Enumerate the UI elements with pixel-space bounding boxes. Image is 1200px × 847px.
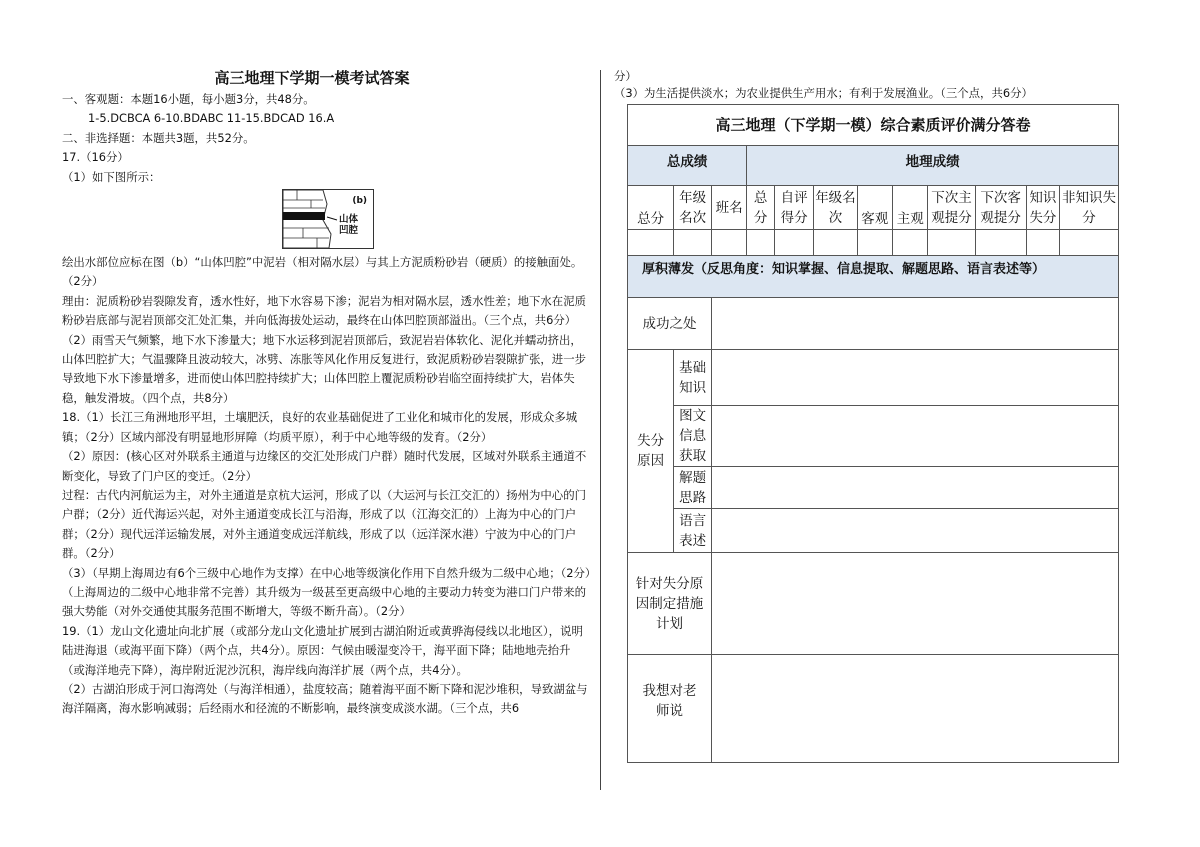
loss-info-extraction-field[interactable] xyxy=(711,406,1118,467)
col-subjective: 主观 xyxy=(893,186,928,230)
col-next-subjective: 下次主观提分 xyxy=(928,186,975,230)
rock-layer-figure xyxy=(282,189,374,249)
success-label: 成功之处 xyxy=(628,298,712,350)
reflection-heading: 厚积薄发（反思角度：知识掌握、信息提取、解题思路、语言表述等） xyxy=(628,256,1119,298)
loss-language-expression-field[interactable] xyxy=(711,509,1118,553)
col-grade-rank: 年级名次 xyxy=(674,186,712,230)
q18-2-process: 过程：古代内河航运为主，对外主通道是京杭大运河，形成了以（大运河与长江交汇的）扬州为中心的门户群；（2分）近代海运兴起，对外主通道变成长江与沿海，形成了以（江海交汇的）上海为中心的门户群；（2分）现代远洋运输发展，对外主通道变成远洋航线，形成了以（远洋深水港）宁波为中心的门户群。（2分） xyxy=(62,487,586,561)
col-self-score: 自评得分 xyxy=(774,186,813,230)
column-divider xyxy=(600,70,601,790)
q18-2-answer: （2）原因：(核心区对外联系主通道与边缘区的交汇处形成门户群）随时代发展，区域对外联系主通道不断变化，导致了门户区的变迁。（2分） xyxy=(62,449,587,483)
loss-solving-approach-field[interactable] xyxy=(711,467,1118,509)
q19-3-answer: （3）为生活提供淡水；为农业提供生产用水；有利于发展渔业。（三个点，共6分） xyxy=(614,86,1033,100)
q18-3-answer: （3）（早期上海周边有6个三级中心地作为支撑）在中心地等级演化作用下自然升级为二级中心地；（2分）（上海周边的二级中心地非常不完善）其升级为一级甚至更高级中心地的主要动力转变为港口门户带来的强大势能（对外交通使其服务范围不断增大，等级不断升高）。（2分） xyxy=(62,565,591,619)
q17-1-heading: （1）如下图所示： xyxy=(62,169,161,184)
teacher-field[interactable] xyxy=(711,655,1118,763)
score-cell[interactable] xyxy=(628,230,674,256)
score-cell[interactable] xyxy=(1026,230,1059,256)
loss-info-extraction: 图文信息获取 xyxy=(674,406,712,467)
figure-label-cavity: 山体 凹腔 xyxy=(339,214,359,237)
q17-2-answer: （2）雨雪天气频繁，地下水下渗量大；地下水运移到泥岩顶部后，致泥岩岩体软化、泥化并蠕动挤出，山体凹腔扩大；气温骤降且波动较大，冰劈、冻胀等风化作用反复进行，致泥质粉砂岩裂隙扩张，进一步导致地下水下渗量增多，进而使山体凹腔持续扩大；山体凹腔上覆泥质粉砂岩临空面持续扩大，岩体失稳，触发滑坡。（四个点，共8分） xyxy=(62,332,586,405)
loss-language-expression: 语言表述 xyxy=(674,509,712,553)
q19-1-answer: 19.（1）龙山文化遗址向北扩展（或部分龙山文化遗址扩展到古湖泊附近或黄骅海侵线以北地区），说明陆进海退（或海平面下降）（两个点，共4分）。原因：气候由暖湿变冷干，海平面下降；陆地地壳抬升（或海洋地壳下降），海岸附近泥沙沉积，海岸线向海洋扩展（两个点，共4分）。 xyxy=(62,623,583,677)
loss-basic-knowledge-field[interactable] xyxy=(711,350,1118,406)
loss-reason-label: 失分原因 xyxy=(628,350,674,553)
col-class-rank: 班名 xyxy=(711,186,746,230)
teacher-label: 我想对老师说 xyxy=(628,655,712,763)
table-title: 高三地理（下学期一模）综合素质评价满分答卷 xyxy=(628,105,1119,146)
col-knowledge-loss: 知识失分 xyxy=(1026,186,1059,230)
q17-1-reason: 理由：泥质粉砂岩裂隙发育，透水性好，地下水容易下渗；泥岩为相对隔水层，透水性差；地下水在泥质粉砂岩底部与泥岩顶部交汇处汇集，并向低海拔处运动，最终在山体凹腔顶部溢出。（三个点，共6分） xyxy=(62,293,586,328)
plan-label: 针对失分原因制定措施计划 xyxy=(628,553,712,655)
answer-continuation xyxy=(614,66,1134,104)
col-next-objective: 下次客观提分 xyxy=(975,186,1026,230)
score-cell[interactable] xyxy=(975,230,1026,256)
q18-1-answer: 18.（1）长江三角洲地形平坦，土壤肥沃，良好的农业基础促进了工业化和城市化的发展，形成众多城镇；（2分）区域内部没有明显地形屏障（均质平原），利于中心地等级的发育。（2分） xyxy=(62,410,578,444)
continuation-text: 分） xyxy=(614,69,637,83)
group-geography-score: 地理成绩 xyxy=(747,146,1119,186)
col-nonknowledge-loss: 非知识失分 xyxy=(1060,186,1119,230)
answer-key-title: 高三地理下学期一模考试答案 xyxy=(214,69,410,87)
q17-heading: 17.（16分） xyxy=(62,150,129,165)
figure-label-b: (b) xyxy=(352,196,367,207)
subjective-heading: 二、非选择题：本题共3题，共52分。 xyxy=(62,130,255,145)
score-cell[interactable] xyxy=(774,230,813,256)
col-total: 总分 xyxy=(628,186,674,230)
score-cell[interactable] xyxy=(711,230,746,256)
loss-solving-approach: 解题思路 xyxy=(674,467,712,509)
plan-field[interactable] xyxy=(711,553,1118,655)
q19-2-answer: （2）古湖泊形成于河口海湾处（与海洋相通），盐度较高；随着海平面不断下降和泥沙堆积，导致湖盆与海洋隔离，海水影响减弱；后经雨水和径流的不断影响，最终演变成淡水湖。（三个点，共6 xyxy=(62,681,588,716)
answer-key-column xyxy=(62,66,592,719)
loss-basic-knowledge: 基础知识 xyxy=(674,350,712,406)
success-field[interactable] xyxy=(711,298,1118,350)
q17-1-answer: 绘出水部位应标在图（b）“山体凹腔”中泥岩（相对隔水层）与其上方泥质粉砂岩（硬质）的接触面处。（2分） xyxy=(62,255,583,289)
score-cell[interactable] xyxy=(928,230,975,256)
score-cell[interactable] xyxy=(1060,230,1119,256)
group-total-score: 总成绩 xyxy=(628,146,747,186)
score-cell[interactable] xyxy=(893,230,928,256)
objective-heading: 一、客观题：本题16小题，每小题3分，共48分。 xyxy=(62,92,315,106)
score-cell[interactable] xyxy=(747,230,775,256)
score-cell[interactable] xyxy=(814,230,857,256)
score-cell[interactable] xyxy=(674,230,712,256)
objective-answers: 1-5.DCBCA 6-10.BDABC 11-15.BDCAD 16.A xyxy=(88,111,335,126)
score-cell[interactable] xyxy=(857,230,892,256)
col-geo-grade-rank: 年级名次 xyxy=(814,186,857,230)
col-geo-total: 总分 xyxy=(747,186,775,230)
self-evaluation-table xyxy=(627,104,1119,763)
col-objective: 客观 xyxy=(857,186,892,230)
